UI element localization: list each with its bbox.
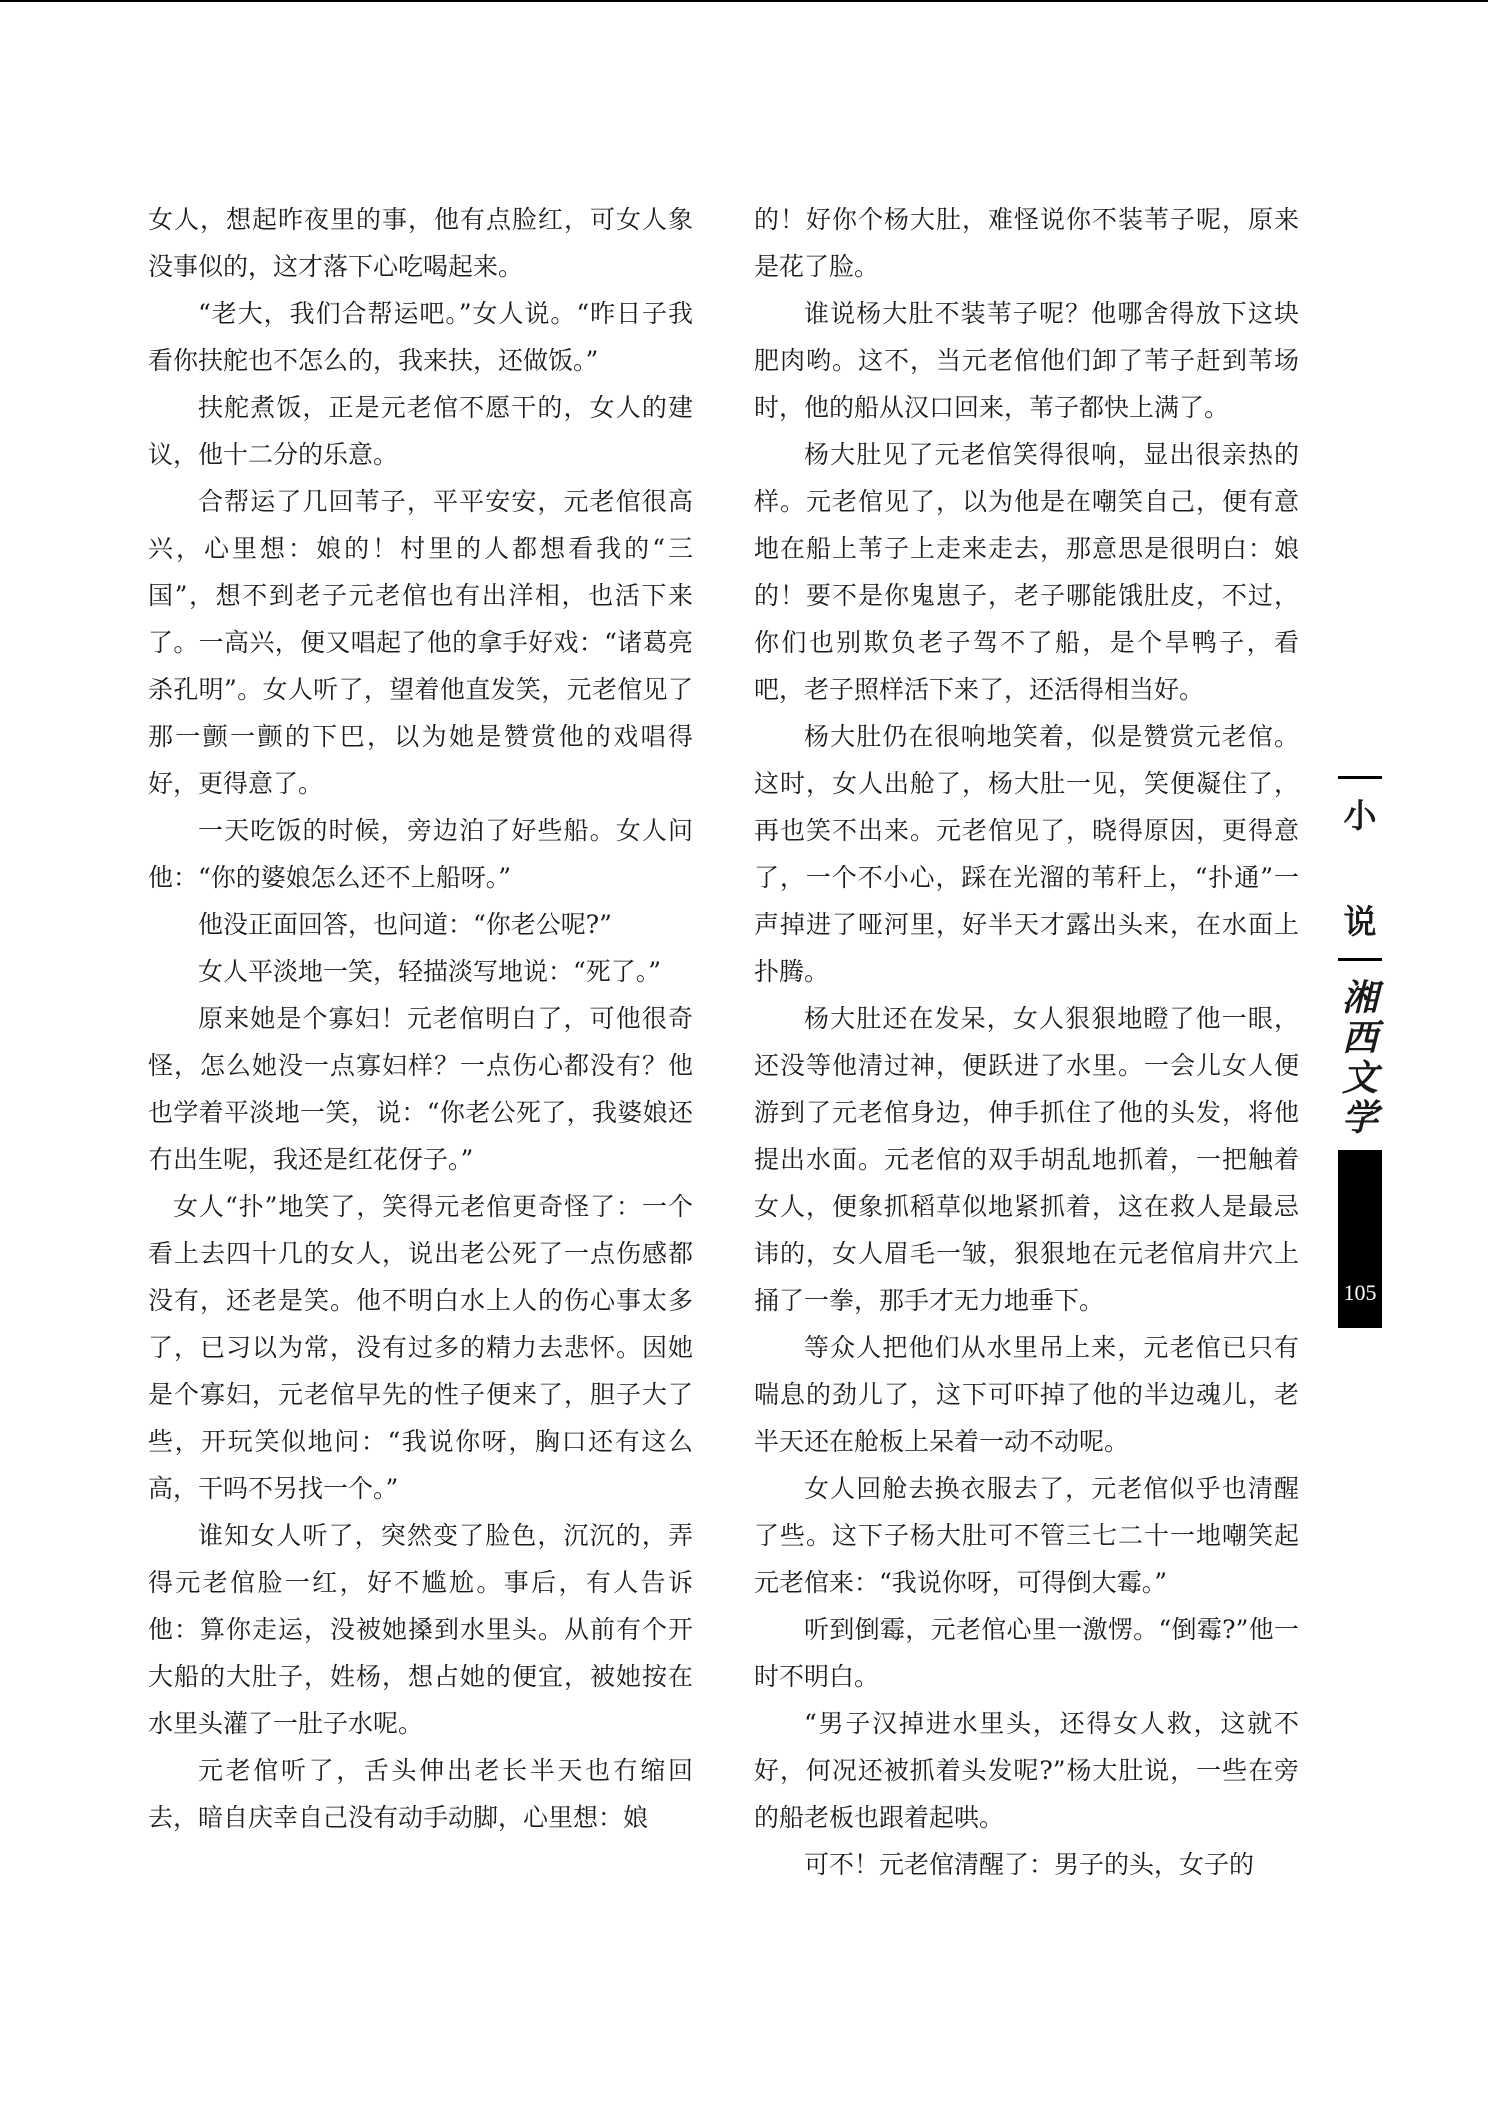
paragraph: 杨大肚还在发呆，女人狠狠地瞪了他一眼，还没等他清过神，便跃进了水里。一会儿女人便游到了元老倌身边，伸手抓住了他的头发，将他提出水面。元老倌的双手胡乱地抓着，一把触着女人，便象抓稻草似地紧抓着，这在救人是最忌讳的，女人眉毛一皱，狠狠地在元老倌肩井穴上捅了一拳，那手才无力地垂下。 xyxy=(754,1004,1299,1315)
right-text-column xyxy=(754,196,1299,1888)
paragraph: 女人平淡地一笑，轻描淡写地说：“死了。” xyxy=(198,957,662,986)
page-number: 105 xyxy=(1343,1280,1377,1305)
paragraph: 谁说杨大肚不装苇子呢？他哪舍得放下这块肥肉哟。这不，当元老倌他们卸了苇子赶到苇场时，他的船从汉口回来，苇子都快上满了。 xyxy=(754,299,1299,422)
paragraph: “老大，我们合帮运吧。”女人说。“昨日子我看你扶舵也不怎么的，我来扶，还做饭。” xyxy=(148,299,693,375)
paragraph: 他没正面回答，也问道：“你老公呢?” xyxy=(198,910,612,939)
paragraph: 的！好你个杨大肚，难怪说你不装苇子呢，原来是花了脸。 xyxy=(754,205,1299,281)
paragraph: 等众人把他们从水里吊上来，元老倌已只有喘息的劲儿了，这下可吓掉了他的半边魂儿，老半天还在舱板上呆着一动不动呢。 xyxy=(754,1333,1299,1456)
paragraph: 合帮运了几回苇子，平平安安，元老倌很高兴，心里想：娘的！村里的人都想看我的“三国”，想不到老子元老倌也有出洋相，也活下来了。一高兴，便又唱起了他的拿手好戏：“诸葛亮杀孔明”。女人听了，望着他直发笑，元老倌见了那一颤一颤的下巴，以为她是赞赏他的戏唱得好，更得意了。 xyxy=(148,487,693,798)
paragraph: 扶舵煮饭，正是元老倌不愿干的，女人的建议，他十二分的乐意。 xyxy=(148,393,693,469)
paragraph: 谁知女人听了，突然变了脸色，沉沉的，弄得元老倌脸一红，好不尴尬。事后，有人告诉他：算你走运，没被她搡到水里头。从前有个开大船的大肚子，姓杨，想占她的便宜，被她按在水里头灌了一肚子水呢。 xyxy=(148,1521,693,1738)
paragraph: 女人“扑”地笑了，笑得元老倌更奇怪了：一个看上去四十几的女人，说出老公死了一点伤感都没有，还老是笑。他不明白水上人的伤心事太多了，已习以为常，没有过多的精力去悲怀。因她是个寡妇，元老倌早先的性子便来了，胆子大了些，开玩笑似地问：“我说你呀，胸口还有这么高，干吗不另找一个。” xyxy=(148,1192,693,1503)
left-text-column xyxy=(148,196,693,1841)
section-label-shuo: 说 xyxy=(1343,902,1377,941)
section-tab-rule-bottom xyxy=(1338,958,1382,961)
section-label-xiao: 小 xyxy=(1343,796,1377,835)
page-number-block xyxy=(1338,1150,1382,1328)
paragraph: 听到倒霉，元老倌心里一激愣。“倒霉?”他一时不明白。 xyxy=(754,1615,1299,1691)
paragraph: 杨大肚见了元老倌笑得很响，显出很亲热的样。元老倌见了，以为他是在嘲笑自己，便有意地在船上苇子上走来走去，那意思是很明白：娘的！要不是你鬼崽子，老子哪能饿肚皮，不过，你们也别欺负老子驾不了船，是个旱鸭子，看吧，老子照样活下来了，还活得相当好。 xyxy=(754,440,1299,704)
paragraph: 原来她是个寡妇！元老倌明白了，可他很奇怪，怎么她没一点寡妇样？一点伤心都没有？他也学着平淡地一笑，说：“你老公死了，我婆娘还冇出生呢，我还是红花伢子。” xyxy=(148,1004,693,1174)
section-tab-rule-top xyxy=(1338,776,1382,779)
paragraph: 女人，想起昨夜里的事，他有点脸红，可女人象没事似的，这才落下心吃喝起来。 xyxy=(148,205,693,281)
journal-logo: 湘 西 文 学 xyxy=(1341,977,1378,1139)
paragraph: 一天吃饭的时候，旁边泊了好些船。女人问他：“你的婆娘怎么还不上船呀。” xyxy=(148,816,693,892)
top-border-rule xyxy=(0,0,1488,2)
paragraph: 可不！元老倌清醒了：男子的头，女子的 xyxy=(804,1850,1255,1879)
paragraph: 杨大肚仍在很响地笑着，似是赞赏元老倌。这时，女人出舱了，杨大肚一见，笑便凝住了，再也笑不出来。元老倌见了，晓得原因，更得意了，一个不小心，踩在光溜的苇秆上，“扑通”一声掉进了哑河里，好半天才露出头来，在水面上扑腾。 xyxy=(754,722,1299,986)
paragraph: “男子汉掉进水里头，还得女人救，这就不好，何况还被抓着头发呢?”杨大肚说，一些在旁的船老板也跟着起哄。 xyxy=(754,1709,1299,1832)
paragraph: 元老倌听了，舌头伸出老长半天也冇缩回去，暗自庆幸自己没有动手动脚，心里想：娘 xyxy=(148,1756,693,1832)
paragraph: 女人回舱去换衣服去了，元老倌似乎也清醒了些。这下子杨大肚可不管三七二十一地嘲笑起元老倌来：“我说你呀，可得倒大霉。” xyxy=(754,1474,1299,1597)
